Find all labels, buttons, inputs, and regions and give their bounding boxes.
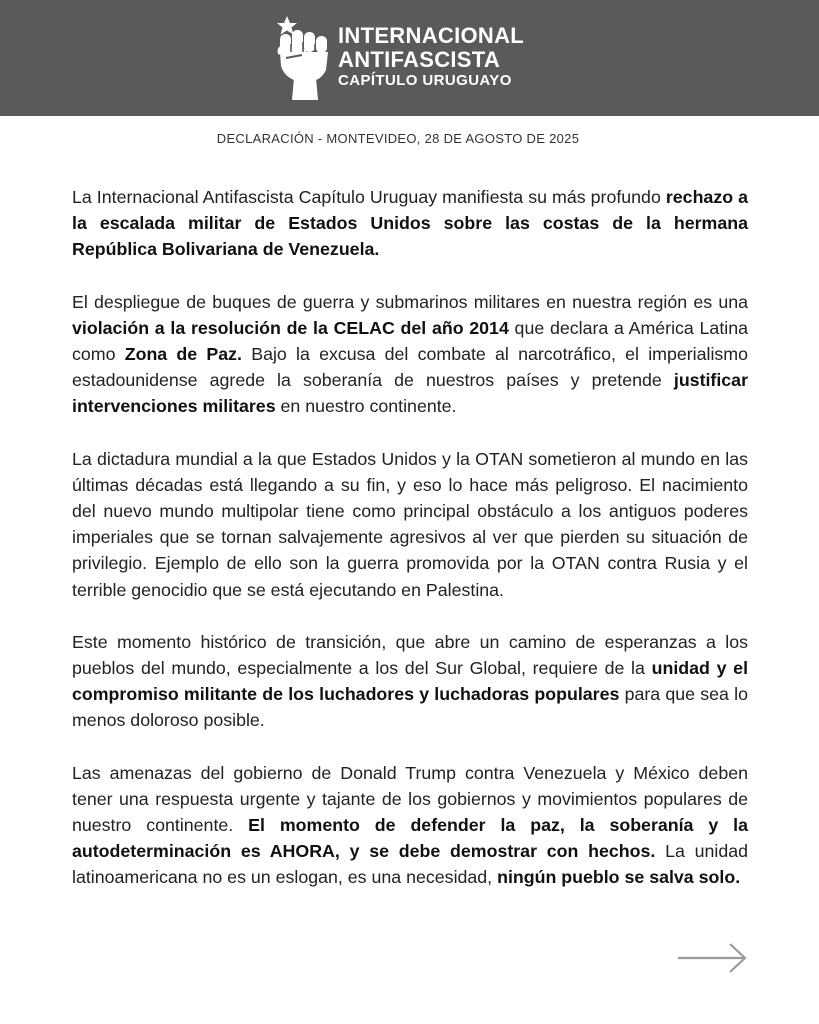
paragraph-1 [72,184,748,263]
paragraph-2 [72,289,748,420]
bold-text: justificar intervenciones militares [72,370,748,417]
text-span: en nuestro continente. [275,396,457,417]
text-span: La Internacional Antifascista Capítulo Uruguay manifiesta su más profundo [72,187,666,207]
paragraph-5 [72,760,748,891]
text-span: para que sea lo menos doloroso posible. [72,684,748,731]
text-span: Este momento histórico de transición, que abre un camino de esperanzas a los pueblos del mundo, especialmente a los del Sur Global, requiere de la [72,631,748,679]
dateline: DECLARACIÓN - MONTEVIDEO, 28 DE AGOSTO DE 2025 [216,131,580,146]
organization-name [338,24,524,91]
bold-text: El momento de defender la paz, la soberanía y la autodeterminación es AHORA, y se debe demostrar con hechos. [72,815,748,862]
text-span: Las amenazas del gobierno de Donald Trump contra Venezuela y México deben tener una respuesta urgente y tajante de los gobiernos y movimientos populares de nuestro continente. [72,762,748,836]
bold-text: rechazo a la escalada militar de Estados Unidos sobre las costas de la hermana República Bolivariana de Venezuela. [72,187,748,260]
org-line-2: ANTIFASCISTA [338,47,501,72]
arrow-right-icon[interactable] [676,940,748,976]
text-span: Bajo la excusa del combate al narcotráfico, el imperialismo estadounidense agrede la soberanía de nuestros países y pretende [72,344,749,391]
text-span: La unidad latinoamericana no es un eslogan, es una necesidad, [72,841,748,888]
text-span: El despliegue de buques de guerra y submarinos militares en nuestra región es una [72,291,748,312]
header-banner [0,0,819,116]
bold-text: unidad y el compromiso militante de los luchadores y luchadoras populares [72,658,749,705]
text-span: que declara a América Latina como [72,317,748,365]
bold-text: ningún pueblo se salva solo. [497,867,741,888]
bold-text: violación a la resolución de la CELAC del año 2014 [72,317,509,338]
paragraph-4 [72,629,748,734]
org-line-3: CAPÍTULO URUGUAYO [338,72,512,89]
text-span: La dictadura mundial a la que Estados Unidos y la OTAN sometieron al mundo en las últimas décadas está llegando a su fin, y eso lo hace más peligroso. El nacimiento del nuevo mundo multipolar tiene como principal obstáculo a los antiguos poderes imperiales que se tornan salvajemente agresivos al ver que pierden su situación de privilegio. Ejemplo de ello son la guerra promovida por la OTAN contra Rusia y el terrible genocidio que se está ejecutando en Palestina. [72,448,748,600]
org-line-1: INTERNACIONAL [338,23,525,48]
declaration-body [72,184,748,917]
raised-fist-with-star-icon [272,14,338,102]
bold-text: Zona de Paz. [124,344,242,365]
paragraph-3 [72,446,748,603]
